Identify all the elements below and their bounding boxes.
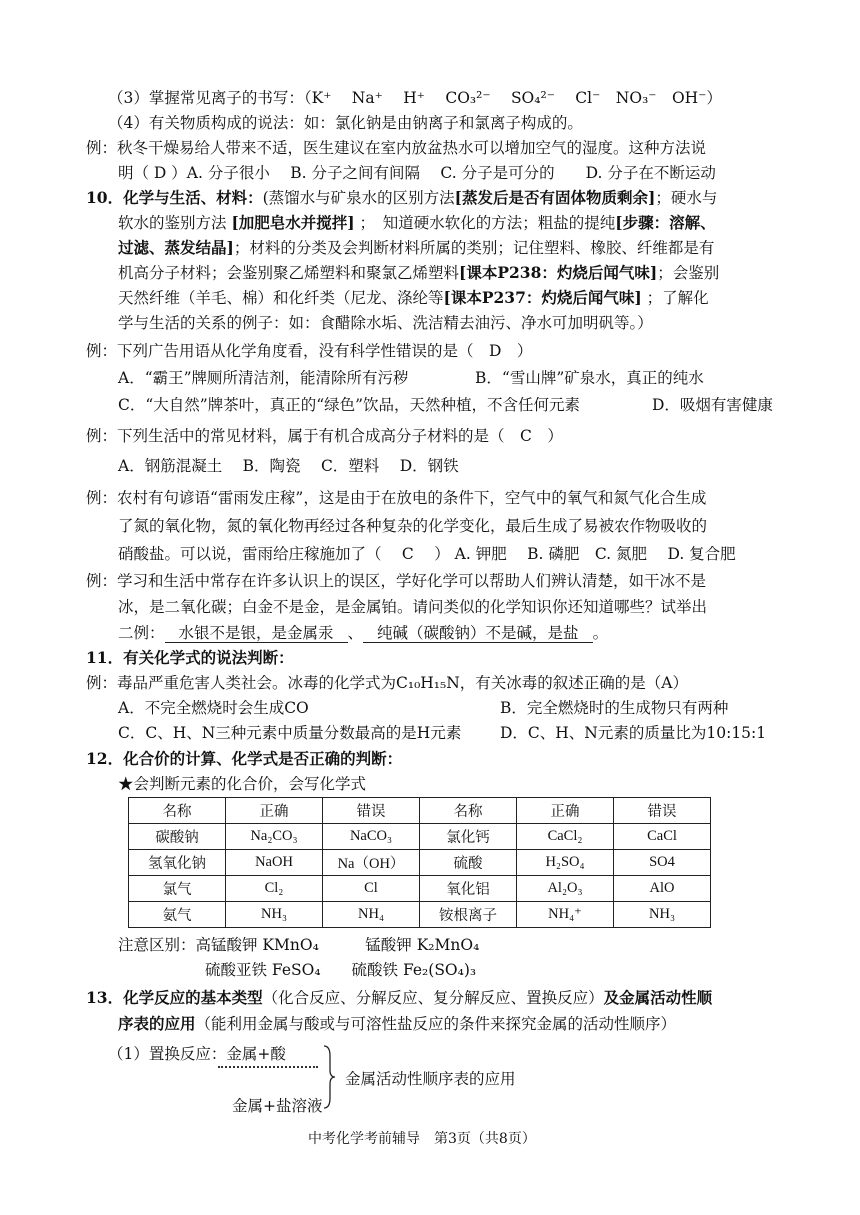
table-cell: NH₃ [614, 902, 711, 928]
section-10-line2 [118, 212, 716, 234]
table-cell: 铵根离子 [420, 902, 517, 928]
meth-option-a: A．不完全燃烧时会生成CO [118, 699, 309, 717]
text: 天然纤维（羊毛、棉）和化纤类（尼龙、涤纶等 [118, 289, 444, 307]
section-13-line2 [118, 1013, 676, 1035]
table-cell: CaCl [614, 824, 711, 850]
text: 二例： [118, 624, 165, 642]
text: 。 [592, 624, 609, 642]
section-10-line1 [86, 187, 717, 209]
example-thunder-2: 了氮的氧化物，氮的氧化物再经过各种复杂的化学变化，最后生成了易被农作物吸收的 [118, 517, 708, 535]
example-misconception-2: 冰，是二氧化碳；白金不是金，是金属铂。请问类似的化学知识你还知道哪些？试举出 [118, 598, 708, 616]
line-composition: （4）有关物质构成的说法：如：氯化钠是由钠离子和氯离子构成的。 [108, 114, 583, 132]
table-cell: CaCl₂ [517, 824, 614, 850]
option-a: A．“霸王”牌厕所清洁剂，能清除所有污秽 [118, 369, 409, 387]
table-cell: 氯气 [129, 876, 226, 902]
option-b: B．“雪山牌”矿泉水，真正的纯水 [475, 369, 704, 387]
section-10-line4 [118, 262, 719, 284]
section-12-title: 12．化合价的计算、化学式是否正确的判断： [86, 749, 403, 768]
text: 序表的应用 [118, 1014, 196, 1033]
example-misconception-3 [118, 622, 608, 644]
example-humidity-options: 明（ D ）A. 分子很小 B. 分子之间有间隔 C. 分子是可分的 D. 分子在不断运动 [118, 164, 716, 182]
table-cell: 氢氧化钠 [129, 850, 226, 876]
text: 软水的鉴别方法 [118, 214, 232, 232]
example-meth: 例：毒品严重危害人类社会。冰毒的化学式为C₁₀H₁₅N，有关冰毒的叙述正确的是（A） [86, 674, 688, 692]
section-12-star: ★会判断元素的化合价，会写化学式 [118, 775, 367, 793]
text: (蒸馏水与矿泉水的区别方法 [262, 189, 455, 207]
section-13-title: 13．化学反应的基本类型 [86, 988, 263, 1007]
section-10-line6: 学与生活的关系的例子：如：食醋除水垢、洗洁精去油污、净水可加明矾等。） [118, 314, 653, 332]
table-cell: Na（OH） [323, 850, 420, 876]
table-cell: Na₂CO₃ [226, 824, 323, 850]
text: 、 [347, 624, 364, 642]
table-cell: NaOH [226, 850, 323, 876]
table-header-row [129, 798, 711, 824]
text: [课本P238：灼烧后闻气味] [459, 263, 658, 282]
header-cell: 错误 [614, 798, 711, 824]
header-cell: 名称 [420, 798, 517, 824]
reaction-application: 金属活动性顺序表的应用 [345, 1070, 516, 1088]
example-advert: 例：下列广告用语从化学角度看，没有科学性错误的是（ D ） [86, 342, 533, 360]
table-cell: NaCO₃ [323, 824, 420, 850]
line-ions: （3）掌握常见离子的书写：（K⁺ Na⁺ H⁺ CO₃²⁻ SO₄²⁻ Cl⁻ NO₃⁻ OH⁻） [108, 89, 722, 107]
table-row [129, 824, 711, 850]
brace-icon [322, 1044, 336, 1110]
text: ；会鉴别 [657, 264, 720, 282]
section-10-line5 [118, 287, 709, 309]
section-13-line1 [86, 987, 712, 1009]
valence-table [128, 797, 711, 928]
page-footer: 中考化学考前辅导 第3页（共8页） [308, 1131, 536, 1147]
text: 过滤、蒸发结晶] [118, 238, 234, 257]
header-cell: 正确 [517, 798, 614, 824]
text: （化合反应、分解反应、复分解反应、置换反应） [262, 989, 604, 1007]
table-cell: NH₄⁺ [517, 902, 614, 928]
table-cell: Cl₂ [226, 876, 323, 902]
table-cell: 硫酸 [420, 850, 517, 876]
example-thunder: 例：农村有句谚语“雷雨发庄稼”，这是由于在放电的条件下，空气中的氧气和氮气化合生成 [86, 489, 707, 507]
text: 机高分子材料；会鉴别聚乙烯塑料和聚氯乙烯塑料 [118, 264, 460, 282]
meth-option-d: D．C、H、N元素的质量比为10:15:1 [500, 724, 767, 742]
table-cell: 氧化铝 [420, 876, 517, 902]
section-10-line3 [118, 237, 714, 259]
table-cell: 氨气 [129, 902, 226, 928]
table-cell: SO4 [614, 850, 711, 876]
reaction-1 [108, 1043, 286, 1065]
text: 及金属活动性顺 [603, 988, 713, 1007]
note-1: 注意区别：高锰酸钾 KMnO₄ 锰酸钾 K₂MnO₄ [118, 936, 480, 954]
example-humidity: 例：秋冬干燥易给人带来不适，医生建议在室内放盆热水可以增加空气的湿度。这种方法说 [86, 139, 707, 157]
text: [步骤：溶解、 [615, 213, 716, 232]
answer-1: 水银不是银，是金属汞 [165, 624, 348, 643]
table-cell: 氯化钙 [420, 824, 517, 850]
table-cell: AlO [614, 876, 711, 902]
text: [课本P237：灼烧后闻气味] [443, 288, 642, 307]
table-cell: Al₂O₃ [517, 876, 614, 902]
example-materials: 例：下列生活中的常见材料，属于有机合成高分子材料的是（ C ） [86, 427, 563, 445]
text: ；了解化 [641, 289, 709, 307]
table-cell: H₂SO₄ [517, 850, 614, 876]
table-cell: NH₄ [323, 902, 420, 928]
text: [加肥皂水并搅拌] [231, 213, 355, 232]
answer-2: 纯碱（碳酸钠）不是碱，是盐 [363, 624, 593, 643]
section-11-title: 11．有关化学式的说法判断： [86, 648, 294, 667]
emphasis-dots [218, 1066, 318, 1068]
meth-option-b: B．完全燃烧时的生成物只有两种 [500, 699, 729, 717]
text: ；硬水与 [655, 189, 718, 207]
table-row [129, 876, 711, 902]
header-cell: 错误 [323, 798, 420, 824]
section-10-title: 10．化学与生活、材料： [86, 188, 263, 207]
text: [蒸发后是否有固体物质剩余] [454, 188, 656, 207]
example-thunder-3: 硝酸盐。可以说，雷雨给庄稼施加了（ C ） A. 钾肥 B. 磷肥 C. 氮肥 D. 复合肥 [118, 545, 736, 563]
header-cell: 正确 [226, 798, 323, 824]
table-cell: NH₃ [226, 902, 323, 928]
example-materials-options: A．钢筋混凝土 B．陶瓷 C．塑料 D．钢铁 [118, 457, 459, 475]
note-2: 硫酸亚铁 FeSO₄ 硫酸铁 Fe₂(SO₄)₃ [205, 961, 477, 979]
header-cell: 名称 [129, 798, 226, 824]
text: （1）置换反应：金属+酸 [108, 1045, 286, 1063]
option-c: C．“大自然”牌茶叶，真正的“绿色”饮品，天然种植，不含任何元素 [118, 396, 581, 414]
table-row [129, 902, 711, 928]
example-misconception: 例：学习和生活中常存在许多认识上的误区，学好化学可以帮助人们辨认清楚，如干冰不是 [86, 572, 707, 590]
text: （能利用金属与酸或与可溶性盐反应的条件来探究金属的活动性顺序） [195, 1015, 677, 1033]
table-row [129, 850, 711, 876]
meth-option-c: C．C、H、N三种元素中质量分数最高的是H元素 [118, 724, 462, 742]
option-d: D．吸烟有害健康 [652, 396, 773, 414]
reaction-2: 金属+盐溶液 [232, 1097, 323, 1115]
text: ；材料的分类及会判断材料所属的类别；记住塑料、橡胶、纤维都是有 [233, 239, 715, 257]
table-cell: 碳酸钠 [129, 824, 226, 850]
table-cell: Cl [323, 876, 420, 902]
text: ； 知道硬水软化的方法；粗盐的提纯 [354, 214, 616, 232]
